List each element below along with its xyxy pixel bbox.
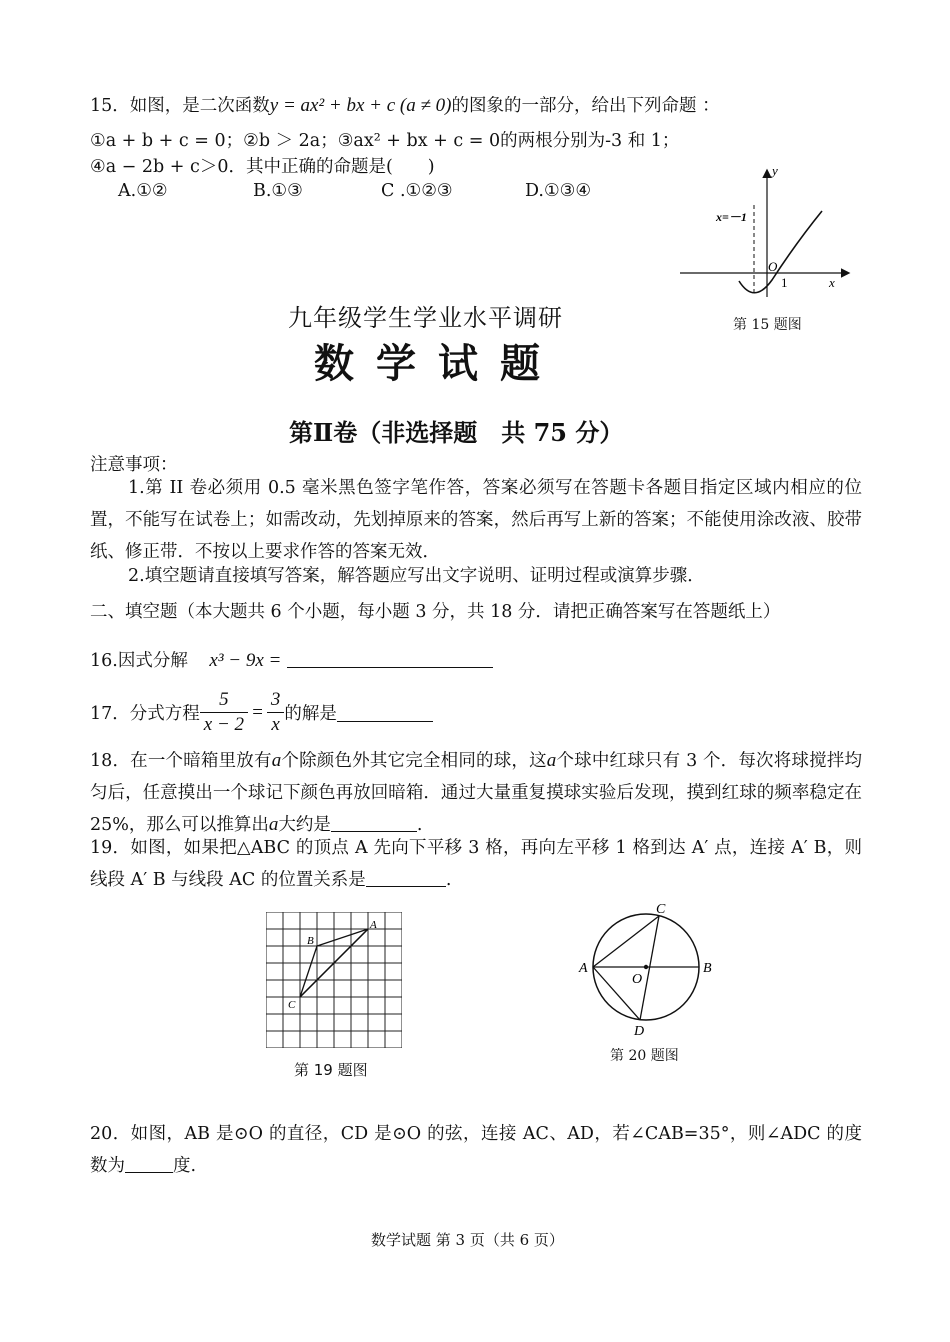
exam-title: 数学试题 [314, 340, 562, 387]
exam-subtitle: 九年级学生学业水平调研 [288, 304, 563, 332]
chord-ac [593, 916, 659, 967]
q15-option-a: A.①② [118, 181, 168, 201]
q20: 20．如图，AB 是⊙O 的直径，CD 是⊙O 的弦，连接 AC、AD，若∠CAB=35°，则∠ADC 的度数为 度. [90, 1124, 862, 1176]
q16-formula: x³ − 9x = [209, 650, 282, 671]
figure-19-grid [266, 912, 402, 1048]
y-label: y [772, 165, 778, 178]
point-a-label: A [370, 919, 377, 931]
figure-19-caption: 第 19 题图 [294, 1061, 368, 1079]
point-b-label: B [307, 935, 314, 947]
figure-15-caption: 第 15 题图 [733, 317, 802, 333]
q15-option-c: C .①②③ [381, 181, 453, 201]
point-b-label: B [703, 961, 712, 976]
q18: 18．在一个暗箱里放有a个除颜色外其它完全相同的球，这a个球中红球只有 3 个．每次将球搅拌均匀后，任意摸出一个球记下颜色再放回暗箱．通过大量重复摸球实验后发现，摸到红球的频率稳定在 25%，那么可以推算出a大约是 . [90, 750, 862, 835]
one-label: 1 [781, 275, 788, 290]
grid-lines [266, 912, 402, 1048]
part2-heading: 二、填空题（本大题共 6 个小题，每小题 3 分，共 18 分．请把正确答案写在答题纸上） [90, 602, 781, 622]
section-title: 第Ⅱ卷（非选择题 共 75 分） [289, 418, 624, 447]
note-1: 1.第 II 卷必须用 0.5 毫米黑色签字笔作答，答案必须写在答题卡各题目指定区域内相应的位置，不能写在试卷上；如需改动，先划掉原来的答案，然后再写上新的答案；不能使用涂改液、胶带纸、修正带．不按以上要求作答的答案无效． [90, 478, 862, 562]
figure-20-circle [572, 900, 722, 1038]
q17-fraction-right: $\frac{3}{x}$ [267, 688, 285, 737]
q19-answer-blank[interactable] [366, 868, 446, 887]
q17-fraction-left: $\frac{5}{x - 2}$ [200, 688, 248, 737]
q15-formula: y = ax² + bx + c (a ≠ 0) [269, 95, 452, 116]
q16-answer-blank[interactable] [287, 649, 493, 668]
q16: 16.因式分解 x³ − 9x = [90, 647, 493, 672]
q15-option-b: B.①③ [253, 181, 303, 201]
q15-line3: ④a − 2b + c＞0．其中正确的命题是( ) [90, 157, 435, 177]
q17: 17．分式方程 $\frac{5}{x - 2}$ = $\frac{3}{x}$ 的解是 [90, 688, 433, 737]
q19: 19．如图，如果把△ABC 的顶点 A 先向下平移 3 格，再向左平移 1 格到达 A′ 点，连接 A′ B，则线段 A′ B 与线段 AC 的位置关系是 . [90, 838, 862, 890]
notes-heading: 注意事项： [90, 455, 178, 475]
q17-answer-blank[interactable] [337, 703, 433, 722]
q15-line2: ①a + b + c = 0；②b ＞ 2a；③ax² + bx + c = 0的两根分别为-3 和 1； [90, 131, 680, 151]
page-footer: 数学试题 第 3 页（共 6 页） [371, 1231, 564, 1249]
symmetry-axis-label: x=－1 [716, 210, 747, 224]
q18-answer-blank[interactable] [331, 813, 417, 832]
q20-answer-blank[interactable] [125, 1154, 173, 1173]
q15-line1: 15．如图，是二次函数y = ax² + bx + c (a ≠ 0)的图象的一部分，给出下列命题 ： [90, 95, 720, 116]
point-c-label: C [656, 902, 666, 917]
q15-option-d: D.①③④ [525, 181, 592, 201]
point-d-label: D [634, 1024, 645, 1038]
origin-label: O [768, 259, 778, 274]
x-label: x [829, 275, 835, 290]
figure-15-graph [676, 165, 856, 305]
point-c-label: C [288, 999, 296, 1011]
point-a-label: A [579, 961, 588, 976]
note-2: 2.填空题请直接填写答案，解答题应写出文字说明、证明过程或演算步骤． [128, 566, 705, 586]
center-o-label: O [632, 972, 643, 987]
chord-cd [640, 916, 659, 1020]
center-point [644, 965, 648, 969]
figure-20-caption: 第 20 题图 [610, 1048, 679, 1064]
